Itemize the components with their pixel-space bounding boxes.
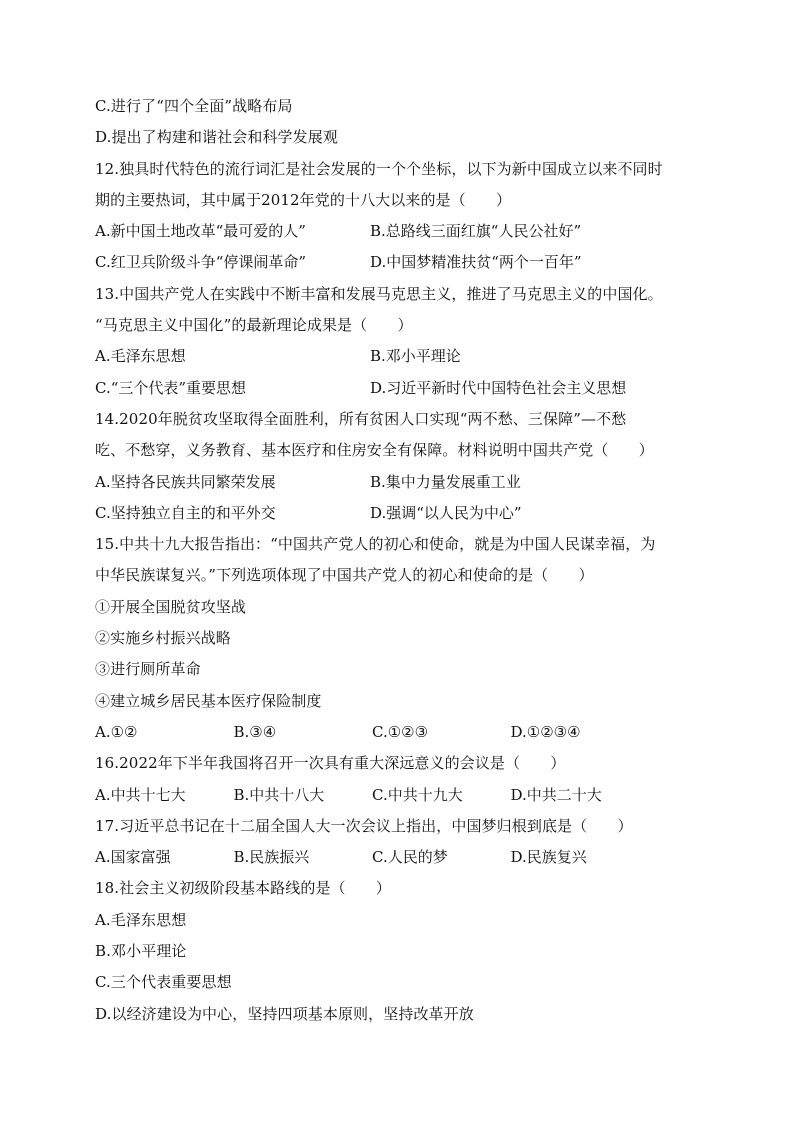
option-item: C.“三个代表”重要思想: [95, 378, 247, 397]
options-row: [95, 717, 715, 748]
option-item: A.国家富强: [95, 848, 171, 867]
text-line: D.以经济建设为中心，坚持四项基本原则，坚持改革开放: [95, 1004, 474, 1023]
text-line: ④建立城乡居民基本医疗保险制度: [95, 691, 322, 710]
text-line: 14.2020年脱贫攻坚取得全面胜利，所有贫困人口实现“两不愁、三保障”—不愁: [95, 409, 627, 428]
option-item: C.红卫兵阶级斗争“停课闹革命”: [95, 253, 307, 272]
text-line: C.三个代表重要思想: [95, 973, 232, 992]
options-row: [95, 341, 715, 372]
options-row: [95, 247, 715, 278]
option-item: D.强调“以人民为中心”: [370, 503, 522, 522]
option-item: A.坚持各民族共同繁荣发展: [95, 472, 276, 491]
option-item: B.③④: [233, 722, 277, 741]
option-item: B.民族振兴: [233, 848, 310, 867]
options-row: [95, 467, 715, 498]
text-line: 13.中国共产党人在实践中不断丰富和发展马克思主义，推进了马克思主义的中国化。: [95, 284, 663, 303]
option-item: B.集中力量发展重工业: [370, 472, 521, 491]
option-item: D.①②③④: [510, 722, 581, 741]
text-line: 15.中共十九大报告指出：“中国共产党人的初心和使命，就是为中国人民谋幸福，为: [95, 535, 656, 554]
options-row: [95, 498, 715, 529]
exam-content: [95, 91, 715, 1030]
text-line: 中华民族谋复兴。”下列选项体现了中国共产党人的初心和使命的是（ ）: [95, 566, 594, 585]
options-row: [95, 842, 715, 873]
text-line: ③进行厕所革命: [95, 660, 201, 679]
option-item: A.中共十七大: [95, 785, 186, 804]
text-line: ①开展全国脱贫攻坚战: [95, 597, 247, 616]
text-line: 17.习近平总书记在十二届全国人大一次会议上指出，中国梦归根到底是（ ）: [95, 816, 633, 835]
option-item: A.毛泽东思想: [95, 347, 186, 366]
option-item: D.习近平新时代中国特色社会主义思想: [370, 378, 627, 397]
text-line: D.提出了构建和谐社会和科学发展观: [95, 128, 338, 147]
option-item: D.中共二十大: [510, 785, 602, 804]
options-row: [95, 216, 715, 247]
text-line: 12.独具时代特色的流行词汇是社会发展的一个个坐标，以下为新中国成立以来不同时: [95, 159, 663, 178]
option-item: A.①②: [95, 722, 138, 741]
option-item: C.①②③: [372, 722, 429, 741]
text-line: 期的主要热词，其中属于2012年党的十八大以来的是（ ）: [95, 190, 512, 209]
option-item: C.人民的梦: [372, 848, 448, 867]
text-line: C.进行了“四个全面”战略布局: [95, 97, 293, 115]
option-item: B.邓小平理论: [370, 347, 461, 366]
option-item: C.坚持独立自主的和平外交: [95, 503, 276, 522]
text-line: “马克思主义中国化”的最新理论成果是（ ）: [95, 316, 413, 335]
option-item: B.总路线三面红旗“人民公社好”: [370, 222, 582, 241]
option-item: C.中共十九大: [372, 785, 463, 804]
option-item: B.中共十八大: [233, 785, 325, 804]
text-line: ②实施乡村振兴战略: [95, 629, 231, 648]
text-line: 16.2022年下半年我国将召开一次具有重大深远意义的会议是（ ）: [95, 754, 566, 773]
option-item: D.中国梦精准扶贫“两个一百年”: [370, 253, 582, 272]
text-line: A.毛泽东思想: [95, 910, 187, 929]
option-item: D.民族复兴: [510, 848, 587, 867]
options-row: [95, 780, 715, 811]
text-line: 18.社会主义初级阶段基本路线的是（ ）: [95, 879, 391, 898]
options-row: [95, 373, 715, 404]
text-line: B.邓小平理论: [95, 942, 187, 961]
text-line: 吃、不愁穿，义务教育、基本医疗和住房安全有保障。材料说明中国共产党（ ）: [95, 441, 654, 460]
option-item: A.新中国土地改革“最可爱的人”: [95, 222, 306, 241]
